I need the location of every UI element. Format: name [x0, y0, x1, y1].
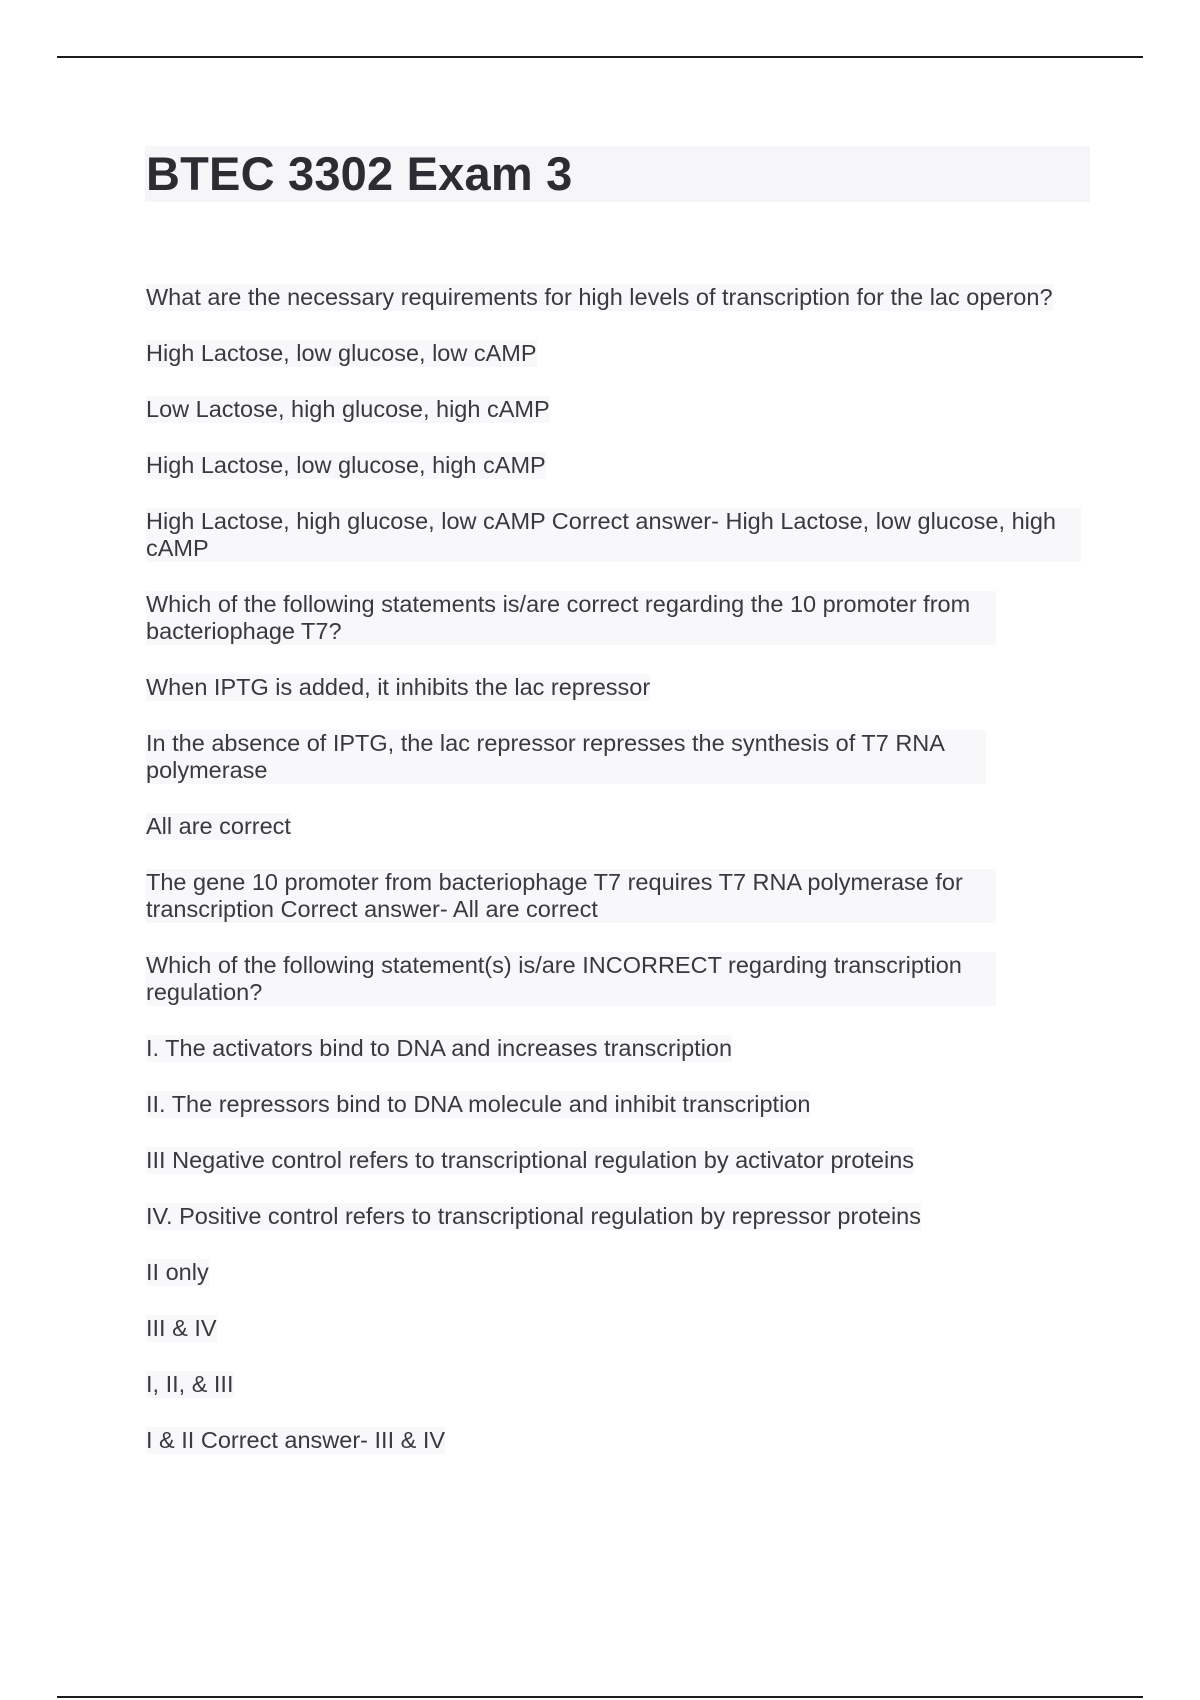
document-body	[146, 284, 1086, 1483]
question-3-option-2: III & IV	[146, 1315, 217, 1341]
question-3: Which of the following statement(s) is/are INCORRECT regarding transcription regulation?	[146, 952, 996, 1006]
header-rule	[57, 56, 1143, 58]
question-1: What are the necessary requirements for high levels of transcription for the lac operon?	[146, 284, 1053, 310]
footer-rule	[57, 1696, 1143, 1698]
question-3-statement-2: II. The repressors bind to DNA molecule and inhibit transcription	[146, 1091, 811, 1117]
question-2-option-3: All are correct	[146, 813, 291, 839]
question-2-option-1: When IPTG is added, it inhibits the lac repressor	[146, 674, 651, 700]
question-2: Which of the following statements is/are correct regarding the 10 promoter from bacteriophage T7?	[146, 591, 996, 645]
question-3-option-4-answer: I & II Correct answer- III & IV	[146, 1427, 446, 1453]
question-2-option-4-answer: The gene 10 promoter from bacteriophage T7 requires T7 RNA polymerase for transcription Correct answer- All are correct	[146, 869, 996, 923]
question-1-option-4-answer: High Lactose, high glucose, low cAMP Correct answer- High Lactose, low glucose, high cAMP	[146, 508, 1081, 562]
question-1-option-2: Low Lactose, high glucose, high cAMP	[146, 396, 550, 422]
question-1-option-1: High Lactose, low glucose, low cAMP	[146, 340, 537, 366]
question-3-option-1: II only	[146, 1259, 209, 1285]
question-3-statement-4: IV. Positive control refers to transcriptional regulation by repressor proteins	[146, 1203, 922, 1229]
question-2-option-2: In the absence of IPTG, the lac repressor represses the synthesis of T7 RNA polymerase	[146, 730, 986, 784]
page-title: BTEC 3302 Exam 3	[146, 147, 573, 200]
question-3-statement-3: III Negative control refers to transcriptional regulation by activator proteins	[146, 1147, 915, 1173]
question-1-option-3: High Lactose, low glucose, high cAMP	[146, 452, 546, 478]
question-3-option-3: I, II, & III	[146, 1371, 234, 1397]
question-3-statement-1: I. The activators bind to DNA and increases transcription	[146, 1035, 733, 1061]
